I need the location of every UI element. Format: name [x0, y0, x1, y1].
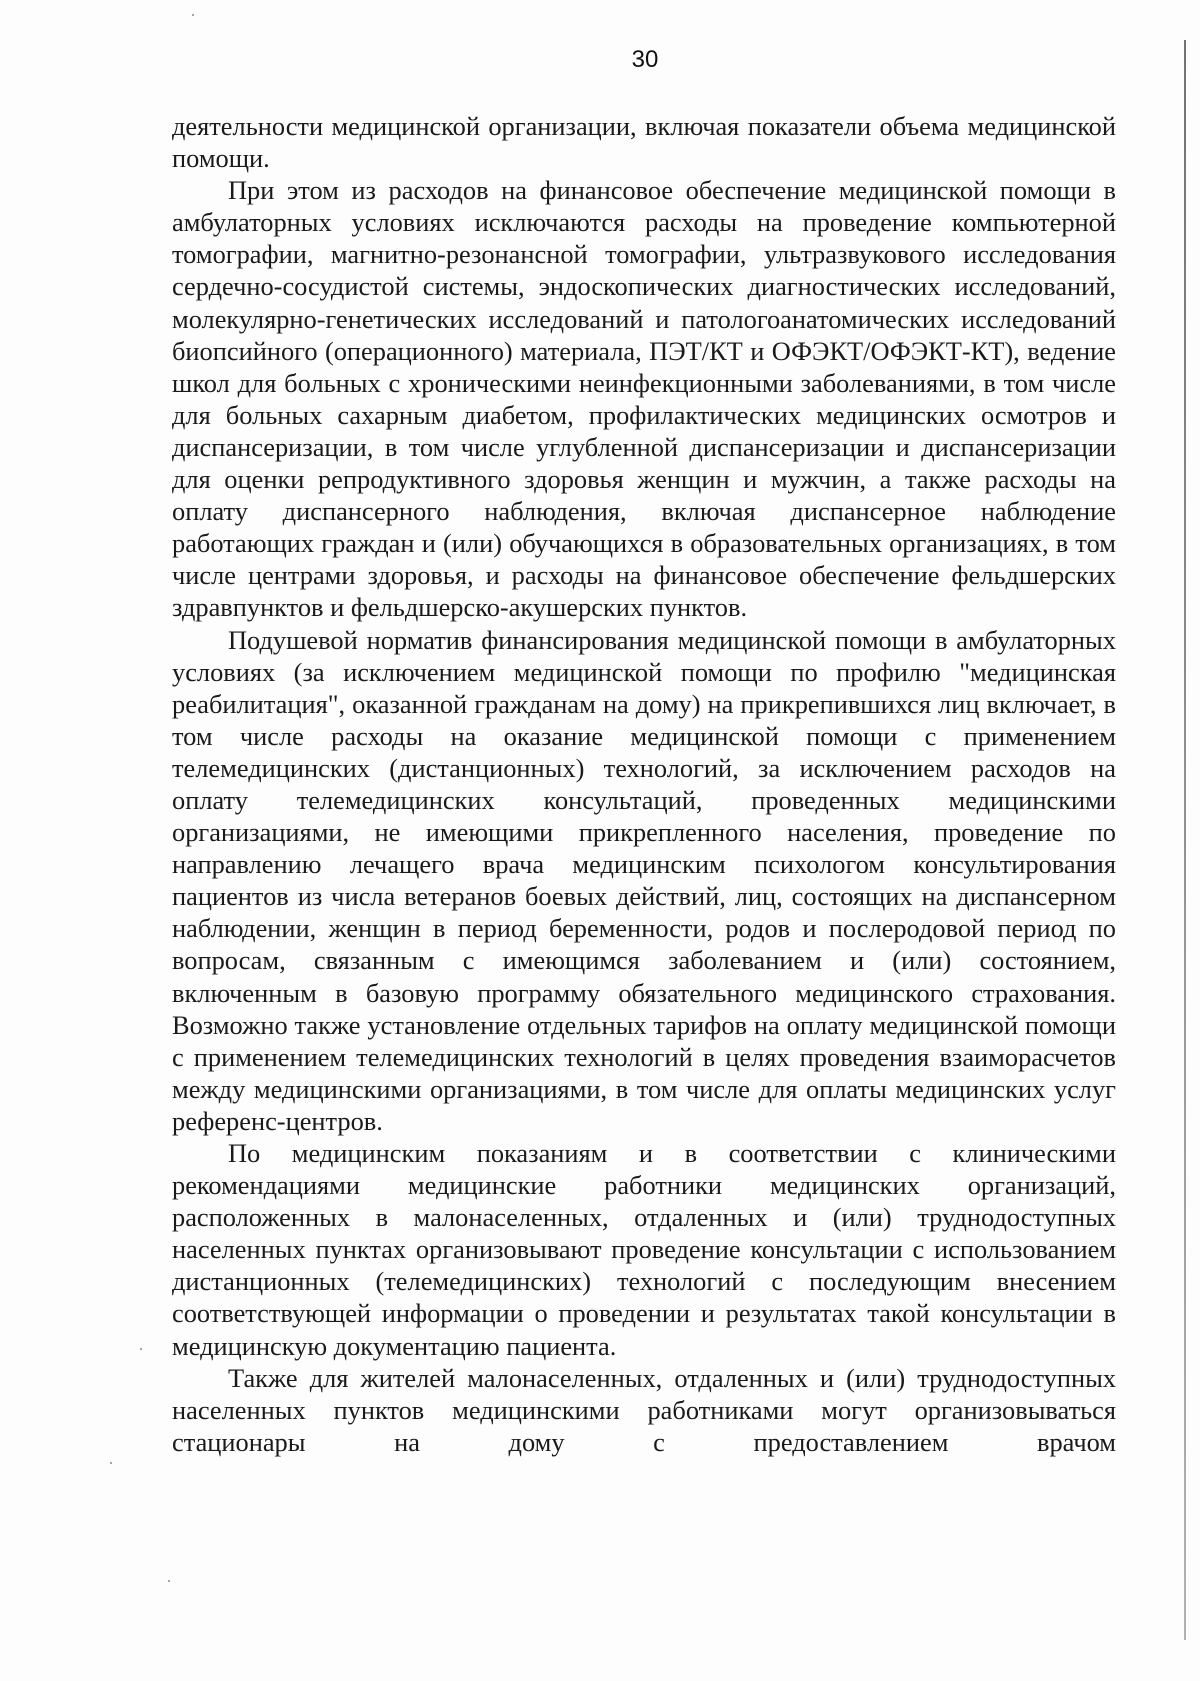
scan-speck — [140, 1348, 142, 1350]
scan-speck — [192, 14, 194, 16]
document-body — [172, 110, 1116, 1458]
scan-edge-line — [1184, 40, 1186, 1640]
scan-speck — [110, 1462, 112, 1464]
scan-speck — [168, 1580, 170, 1582]
paragraph-continuation: деятельности медицинской организации, включая показатели объема медицинской помощи. — [172, 111, 1116, 174]
paragraph-telemedicine-consultations: По медицинским показаниям и в соответствии с клиническими рекомендациями медицинские работники медицинских организаций, расположенных в малонаселенных, отдаленных и (или) труднодоступных населенных пунктах организовывают проведение консультации с использованием дистанционных (телемедицинских) технологий с последующим внесением соответствующей информации о проведении и результатах такой консультации в медицинскую документацию пациента. — [172, 1138, 1116, 1361]
paragraph-home-hospital: Также для жителей малонаселенных, отдаленных и (или) труднодоступных населенных пунктов медицинскими работниками могут организовываться стационары на дому с предоставлением врачом — [172, 1362, 1116, 1457]
page-number: 30 — [631, 46, 659, 73]
paragraph-per-capita-norm: Подушевой норматив финансирования медицинской помощи в амбулаторных условиях (за исключением медицинской помощи по профилю "медицинская реабилитация", оказанной гражданам на дому) на прикрепившихся лиц включает, в том числе расходы на оказание медицинской помощи с применением телемедицинских (дистанционных) технологий, за исключением расходов на оплату телемедицинских консультаций, проведенных медицинскими организациями, не имеющими прикрепленного населения, проведение по направлению лечащего врача медицинским психологом консультирования пациентов из числа ветеранов боевых действий, лиц, состоящих на диспансерном наблюдении, женщин в период беременности, родов и послеродовой период по вопросам, связанным с имеющимся заболеванием и (или) состоянием, включенным в базовую программу обязательного медицинского страхования. Возможно также установление отдельных тарифов на оплату медицинской помощи с применением телемедицинских технологий в целях проведения взаиморасчетов между медицинскими организациями, в том числе для оплаты медицинских услуг референс-центров. — [172, 624, 1116, 1136]
paragraph-exclusions: При этом из расходов на финансовое обеспечение медицинской помощи в амбулаторных условиях исключаются расходы на проведение компьютерной томографии, магнитно-резонансной томографии, ультразвукового исследования сердечно-сосудистой системы, эндоскопических диагностических исследований, молекулярно-генетических исследований и патологоанатомических исследований биопсийного (операционного) материала, ПЭТ/КТ и ОФЭКТ/ОФЭКТ-КТ), ведение школ для больных с хроническими неинфекционными заболеваниями, в том числе для больных сахарным диабетом, профилактических медицинских осмотров и диспансеризации, в том числе углубленной диспансеризации и диспансеризации для оценки репродуктивного здоровья женщин и мужчин, а также расходы на оплату диспансерного наблюдения, включая диспансерное наблюдение работающих граждан и (или) обучающихся в образовательных организациях, в том числе центрами здоровья, и расходы на финансовое обеспечение фельдшерских здравпунктов и фельдшерско-акушерских пунктов. — [172, 175, 1116, 623]
